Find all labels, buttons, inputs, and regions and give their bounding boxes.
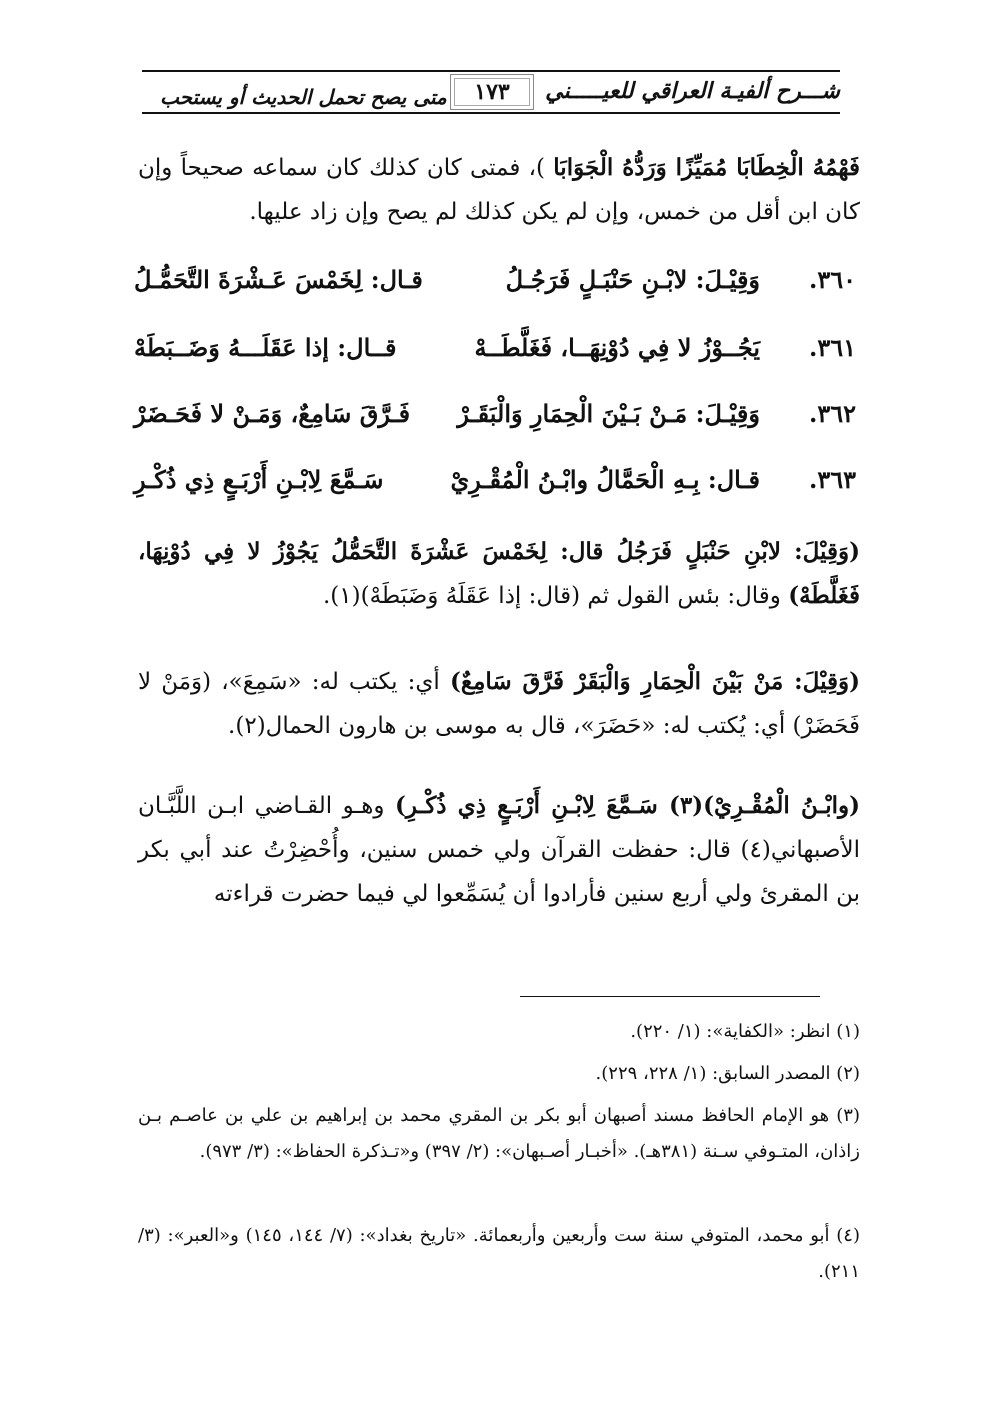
verse-row: [134, 326, 856, 370]
verse-number: ٣٦٠.: [808, 265, 856, 294]
commentary-lead: (وَقِيْلَ: مَنْ بَيْنَ الْحِمَارِ وَالْبَقَرْ فَرَّقَ سَامِعٌ): [449, 668, 860, 695]
verse-row: [134, 392, 856, 436]
header-rule-bottom: [142, 112, 840, 114]
verse-number: ٣٦١.: [808, 333, 856, 362]
verse-hemistich-first: يَجُــوْزُ لا فِي دُوْنِهَــا، فَغَلَّطَــهْ: [474, 333, 760, 362]
opening-text: )، فمتى كان كذلك كان سماعه صحيحاً وإن كان ابن أقل من خمس، وإن لم يكن كذلك لم يصح وإن زاد عليها.: [138, 155, 860, 225]
page-number: ١٧٣: [450, 74, 534, 110]
verse-row: [134, 458, 856, 502]
chapter-title: متى يصح تحمل الحديث أو يستحب: [160, 85, 447, 109]
verse-hemistich-second: سَـمَّعَ لِابْـنِ أَرْبَـعٍ ذِي ذُكْـرِ: [134, 465, 384, 494]
book-title: شـــرح ألفيـة العراقي للعيـــــني: [545, 78, 840, 104]
opening-paragraph: [138, 146, 860, 234]
verse-hemistich-second: فَـرَّقَ سَامِعٌ، وَمَـنْ لا فَحَـضَرْ: [134, 399, 411, 428]
commentary-text: وهـو القـاضي ابـن اللَّبَّـان الأصبهاني(٤) قال: حفظت القرآن ولي خمس سنين، وأُحْضِرْتُ عند أبي بكر بن المقرئ ولي أربع سنين فأرادوا أن يُسَمِّعوا لي فيما حضرت قراءته: [138, 793, 860, 907]
verse-row: [134, 258, 856, 302]
commentary-paragraph: [138, 660, 860, 748]
commentary-paragraph: [138, 530, 860, 618]
footnote: (٢) المصدر السابق: (١/ ٢٢٨، ٢٢٩).: [595, 1063, 860, 1084]
verse-hemistich-first: قـال: بِـهِ الْحَمَّالُ وابْـنُ الْمُقْـرِيْ: [450, 465, 760, 494]
verse-hemistich-first: وَقِيْـلَ: مَـنْ بَـيْنَ الْحِمَارِ وَالْبَقَـرْ: [457, 399, 760, 428]
opening-lead: فَهْمُهُ الْخِطَابَا مُمَيِّزًا وَرَدُّهُ الْجَوَابَا: [553, 154, 860, 181]
footnote: (٤) أبو محمد، المتوفي سنة ست وأربعين وأربعمائة. «تاريخ بغداد»: (٧/ ١٤٤، ١٤٥) و«العبر»: (٣/ ٢١١).: [138, 1225, 860, 1282]
verse-number: ٣٦٢.: [808, 399, 856, 428]
commentary-lead: (وَقِيْلَ: لابْنِ حَنْبَلٍ فَرَجُلُ قال: لِخَمْسَ عَشْرَةَ التَّحَمُّلُ يَجُوْزُ لا فِي دُوْنِهَا، فَغَلَّطَهْ): [138, 538, 860, 609]
footnote: (٣) هو الإمام الحافظ مسند أصبهان أبو بكر بن المقري محمد بن إبراهيم بن علي بن عاصـم بـن زاذان، المتـوفي سـنة (٣٨١هـ). «أخبـار أصـبهان»: (٢/ ٣٩٧) و«تـذكرة الحفاظ»: (٣/ ٩٧٣).: [138, 1105, 860, 1162]
commentary-text: أي: يكتب له: «سَمِعَ»، (وَمَنْ لا فَحَضَرْ) أي: يُكتب له: «حَضَرَ»، قال به موسى بن هارون الحمال(٢).: [138, 669, 860, 739]
commentary-paragraph: [138, 784, 860, 916]
commentary-lead: (وابْـنُ الْمُقْـرِيْ)(٣) سَـمَّعَ لِابْـنِ أَرْبَـعٍ ذِي ذُكْـرِ): [395, 792, 860, 819]
footnote-separator: [520, 996, 820, 997]
verse-hemistich-first: وَقِيْـلَ: لابْـنِ حَنْبَـلٍ فَرَجُـلُ: [505, 265, 760, 294]
verse-hemistich-second: قـال: لِخَمْسَ عَـشْرَةَ التَّحَمُّـلُ: [134, 265, 423, 294]
footnote: (١) انظر: «الكفاية»: (١/ ٢٢٠).: [630, 1021, 860, 1042]
commentary-text: وقال: بئس القول ثم (قال: إذا عَقَلَهُ وَضَبَطَهْ)(١).: [323, 583, 781, 609]
verse-hemistich-second: قــال: إذا عَقَلَـــهُ وَضَــبَطَهْ: [134, 333, 397, 362]
verse-number: ٣٦٣.: [808, 465, 856, 494]
